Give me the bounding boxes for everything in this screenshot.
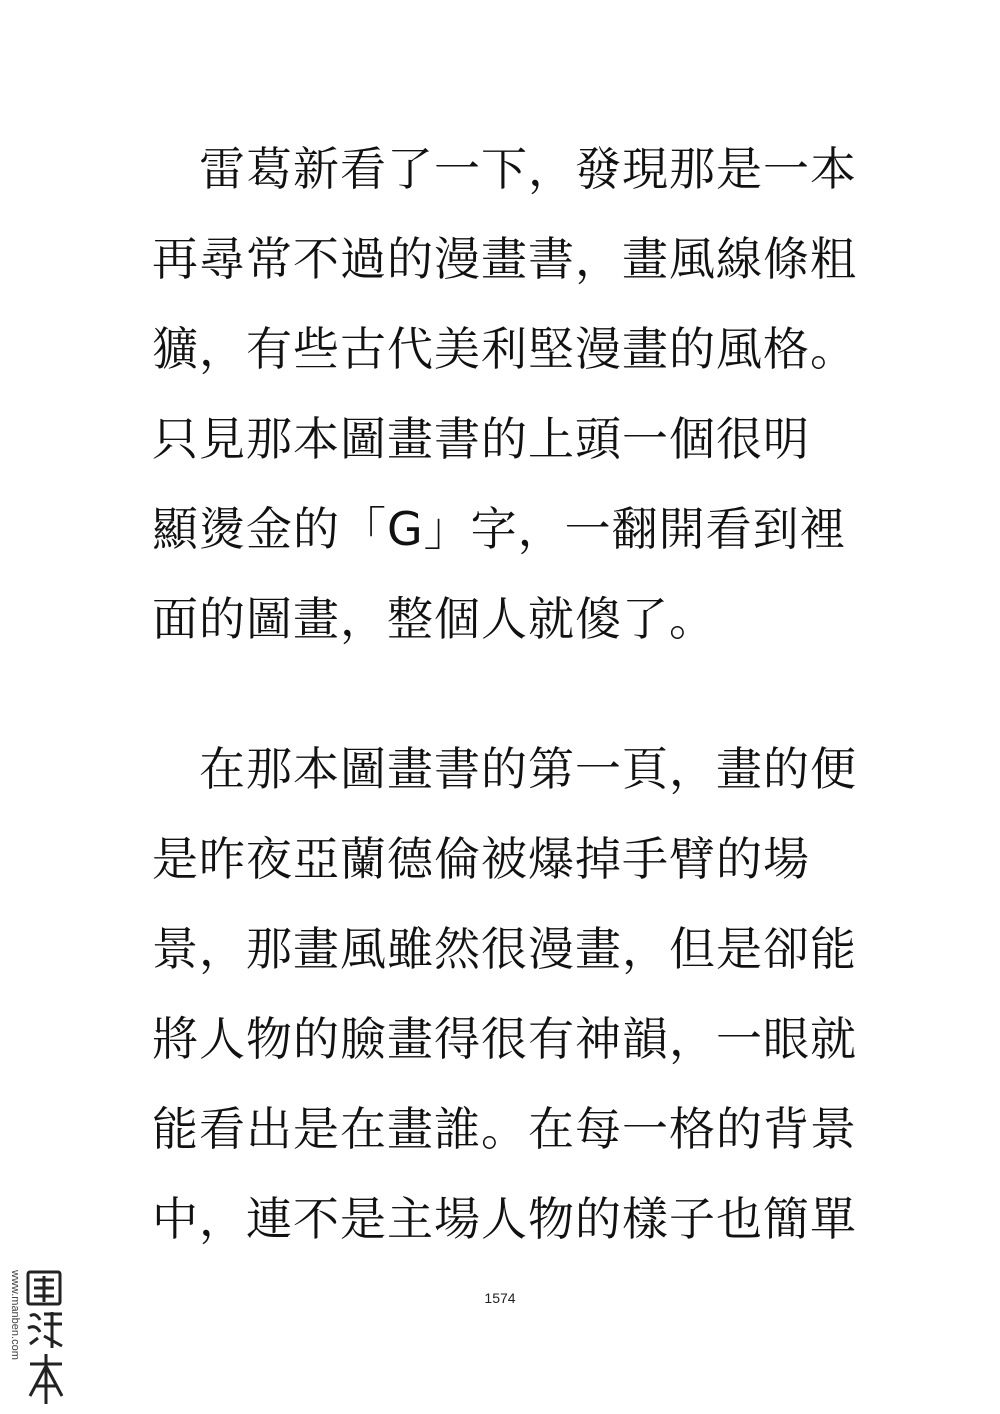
paragraph-1-line-2: 再尋常不過的漫畫書，畫風線條粗 — [152, 232, 857, 286]
page-number: 1574 — [484, 1290, 516, 1306]
paragraph-2-line-5: 能看出是在畫誰。在每一格的背景 — [152, 1102, 857, 1156]
paragraph-1-line-3: 獷，有些古代美利堅漫畫的風格。 — [152, 322, 857, 376]
paragraph-1-line-5: 顯燙金的「G」字，一翻開看到裡 — [152, 502, 847, 556]
paragraph-2-line-2: 是昨夜亞蘭德倫被爆掉手臂的場 — [152, 832, 810, 886]
paragraph-1-line-1: 雷葛新看了一下，發現那是一本 — [152, 142, 857, 196]
watermark-url: www.manben.com — [9, 1270, 21, 1360]
paragraph-2-line-4: 將人物的臉畫得很有神韻，一眼就 — [152, 1012, 857, 1066]
paragraph-1-line-6: 面的圖畫，整個人就傻了。 — [152, 592, 716, 646]
paragraph-2-line-6: 中，連不是主場人物的樣子也簡單 — [152, 1192, 857, 1246]
paragraph-2-line-1: 在那本圖畫書的第一頁，畫的便 — [152, 742, 857, 796]
paragraph-2-line-3: 景，那畫風雖然很漫畫，但是卻能 — [152, 922, 857, 976]
watermark-logo — [6, 1268, 68, 1408]
paragraph-1-line-4: 只見那本圖畫書的上頭一個很明 — [152, 412, 810, 466]
